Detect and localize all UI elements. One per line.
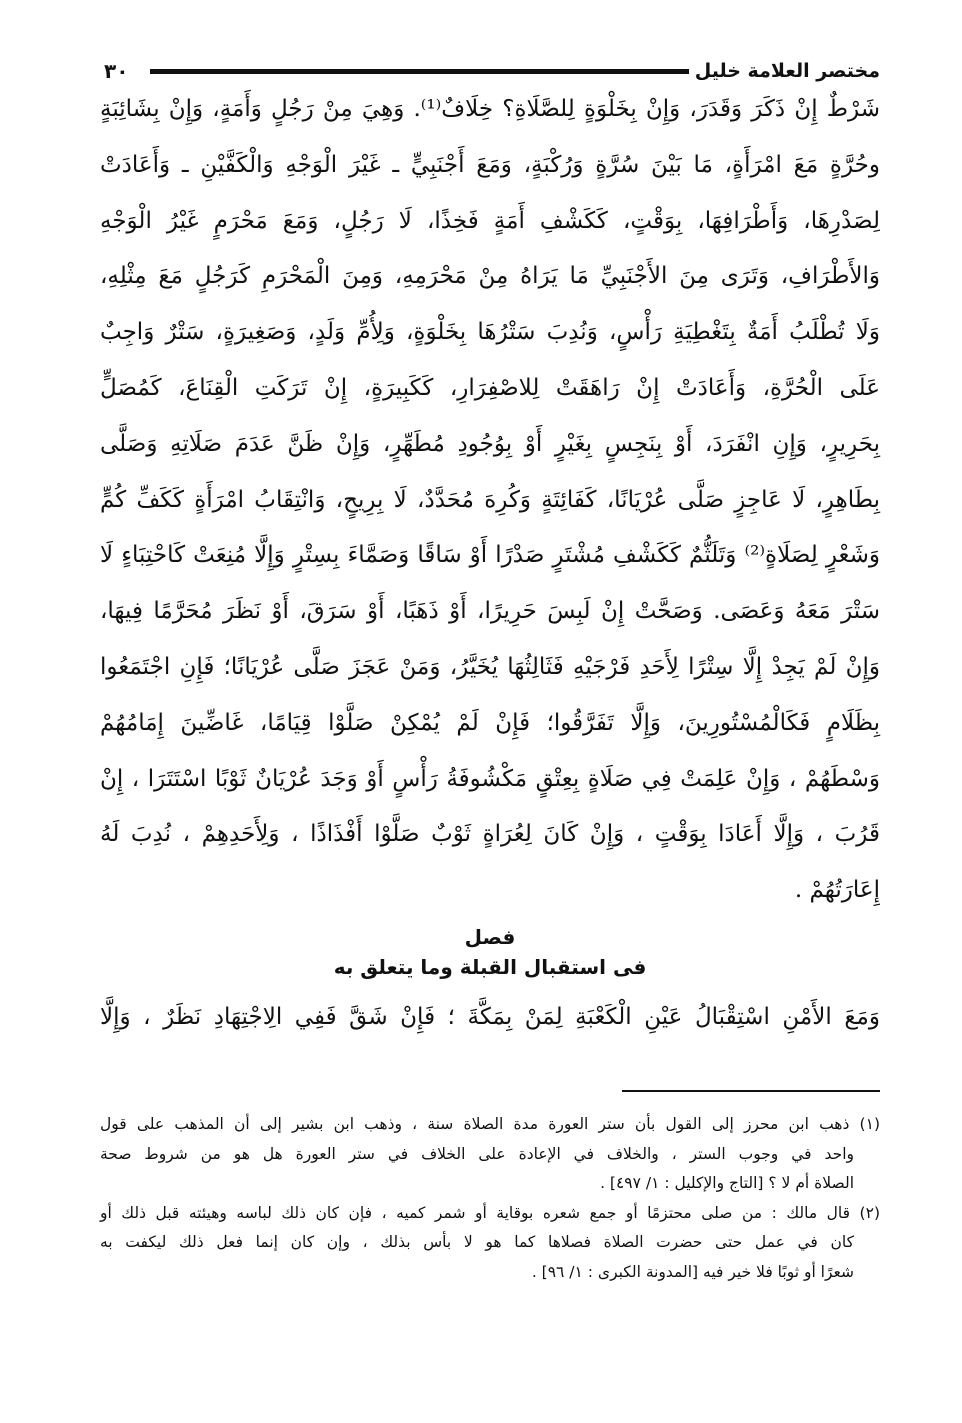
text-line: وحُرَّةٍ مَعَ امْرَأَةٍ، مَا بَيْنَ سُرَّةٍ وَرُكْبَةٍ، وَمَعَ أَجْنَبِيٍّ ـ غَيْرَ الْوَجْهِ وَالْكَفَّيْنِ ـ وَأَعَادَتْ bbox=[100, 151, 880, 178]
section-text bbox=[100, 990, 880, 1046]
text-line: لِصَدْرِهَا، وَأَطْرَافِهَا، بِوَقْتٍ، كَكَشْفِ أَمَةٍ فَخِذًا، لَا رَجُلٍ، وَمَعَ مَحْرَمٍ غَيْرُ الْوَجْهِ bbox=[100, 207, 880, 234]
text-line: عَلَى الْحُرَّةِ، وَأَعَادَتْ إِنْ رَاهَقَتْ لِلاصْفِرَارِ، كَكَبِيرَةٍ، إِنْ تَرَكَتِ الْقِنَاعَ، كَمُصَلٍّ bbox=[100, 374, 880, 401]
text-line: وَلَا تُطْلَبُ أَمَةٌ بِتَغْطِيَةِ رَأْسٍ، وَنُدِبَ سَتْرُهَا بِخَلْوَةٍ، وَلِأُمِّ وَلَدٍ، وَصَغِيرَةٍ، سَتْرٌ وَاجِبٌ bbox=[100, 319, 880, 346]
text-line: وَالأَطْرَافِ، وَتَرَى مِنَ الأَجْنَبِيِّ مَا يَرَاهُ مِنْ مَحْرَمِهِ، وَمِنَ الْمَحْرَمِ كَرَجُلٍ مَعَ مِثْلِهِ، bbox=[100, 263, 880, 290]
footnote-line: شعرًا أو ثوبًا فلا خير فيه [المدونة الكبرى : ١/ ٩٦] . bbox=[531, 1262, 854, 1281]
footnotes bbox=[100, 1110, 880, 1287]
text-line: إِعَارَتُهُمْ . bbox=[794, 877, 880, 904]
footnote-line: الصلاة أم لا ؟ [التاج والإكليل : ١/ ٤٩٧] . bbox=[600, 1174, 854, 1192]
text-line: قَرُبَ ، وَإِلَّا أَعَادَا بِوَقْتٍ ، وَإِنْ كَانَ لِعُرَاةٍ ثَوْبٌ صَلَّوْا أَفْذَاذًا ، وَلِأَحَدِهِمْ ، نُدِبَ لَهُ bbox=[100, 821, 880, 848]
book-title: مختصر العلامة خليل bbox=[694, 60, 880, 82]
text-line: بِظَلَامٍ فَكَالْمُسْتُورِينَ، وَإِلَّا تَفَرَّقُوا؛ فَإِنْ لَمْ يُمْكِنْ صَلَّوْا قِيَامًا، غَاضِّينَ إِمَامُهُمْ bbox=[100, 709, 880, 736]
footnote-line: واحد في وجوب الستر ، والخلاف في الإعادة على الخلاف في ستر العورة هل هو من شروط صحة bbox=[100, 1144, 854, 1163]
footnote-1 bbox=[100, 1110, 880, 1199]
footnote-line: كان في عمل حتى حضرت الصلاة فصلاها كما هو لا بأس بذلك ، وإن كان إنما فعل ذلك ليكفت به bbox=[100, 1233, 854, 1251]
section-label: فصل bbox=[464, 925, 516, 949]
text-line: بِطَاهِرٍ، لَا عَاجِزٍ صَلَّى عُرْيَانًا، كَفَائِتَةٍ وَكُرِهَ مُحَدَّدٌ، لَا بِرِيحٍ، وَانْتِقَابُ امْرَأَةٍ كَكَفِّ كُمٍّ bbox=[100, 486, 880, 513]
text-line: وَإِنْ لَمْ يَجِدْ إِلَّا سِتْرًا لِأَحَدِ فَرْجَيْهِ فَثَالِثُهَا يُخَيَّرُ، وَمَنْ عَجَزَ صَلَّى عُرْيَانًا؛ فَإِنِ اجْتَمَعُوا bbox=[100, 653, 880, 680]
text-line: وَمَعَ الأَمْنِ اسْتِقْبَالُ عَيْنِ الْكَعْبَةِ لِمَنْ بِمَكَّةَ ؛ فَإِنْ شَقَّ فَفِي الِاجْتِهَادِ نَظَرٌ ، وَإِلَّا bbox=[100, 1004, 880, 1030]
footnote-line: (٢) قال مالك : من صلى محتزمًا أو جمع شعره بوقاية أو شمر كميه ، فإن كان ذلك لباسه وهيئته قبل ذلك أو bbox=[100, 1203, 880, 1222]
text-line: شَرْطٌ إِنْ ذَكَرَ وَقَدَرَ، وَإِنْ بِخَلْوَةٍ لِلصَّلَاةِ؟ خِلَافٌ⁽¹⁾. وَهِيَ مِنْ رَجُلٍ وَأَمَةٍ، وَإِنْ بِشَائِبَةٍ bbox=[100, 96, 880, 122]
text-line: وَشَعْرٍ لِصَلَاةٍ⁽²⁾ وَتَلَثُّمٌ كَكَشْفِ مُشْتَرٍ صَدْرًا أَوْ سَاقًا وَصَمَّاءَ بِسِتْرٍ وَإِلَّا مُنِعَتْ كَاحْتِبَاءٍ لَا bbox=[100, 542, 880, 569]
main-text bbox=[100, 82, 880, 919]
header-rule bbox=[150, 69, 689, 74]
section-title: فى استقبال القبلة وما يتعلق به bbox=[333, 955, 647, 979]
footnote-2 bbox=[100, 1199, 880, 1288]
page-number: ٣٠ bbox=[104, 59, 129, 83]
footnote-line: (١) ذهب ابن محرز إلى القول بأن ستر العورة مدة الصلاة سنة ، وذهب ابن بشير إلى أن المذهب على قول bbox=[100, 1115, 880, 1133]
footnote-rule bbox=[622, 1090, 880, 1092]
text-line: بِحَرِيرٍ، وَإِنِ انْفَرَدَ، أَوْ بِنَجِسٍ بِغَيْرٍ أَوْ بِوُجُودِ مُطَهِّرٍ، وَإِنْ ظَنَّ عَدَمَ صَلَاتِهِ وَصَلَّى bbox=[100, 430, 880, 457]
text-line: سَتْرَ مَعَهُ وَعَصَى. وَصَحَّتْ إِنْ لَبِسَ حَرِيرًا، أَوْ ذَهَبًا، أَوْ سَرَقَ، أَوْ نَظَرَ مُحَرَّمًا فِيهَا، bbox=[100, 598, 880, 625]
text-line: وَسْطَهُمْ ، وَإِنْ عَلِمَتْ فِي صَلَاةٍ بِعِتْقٍ مَكْشُوفَةُ رَأْسٍ أَوْ وَجَدَ عُرْيَانٌ ثَوْبًا اسْتَتَرَا ، إِنْ bbox=[100, 765, 880, 792]
